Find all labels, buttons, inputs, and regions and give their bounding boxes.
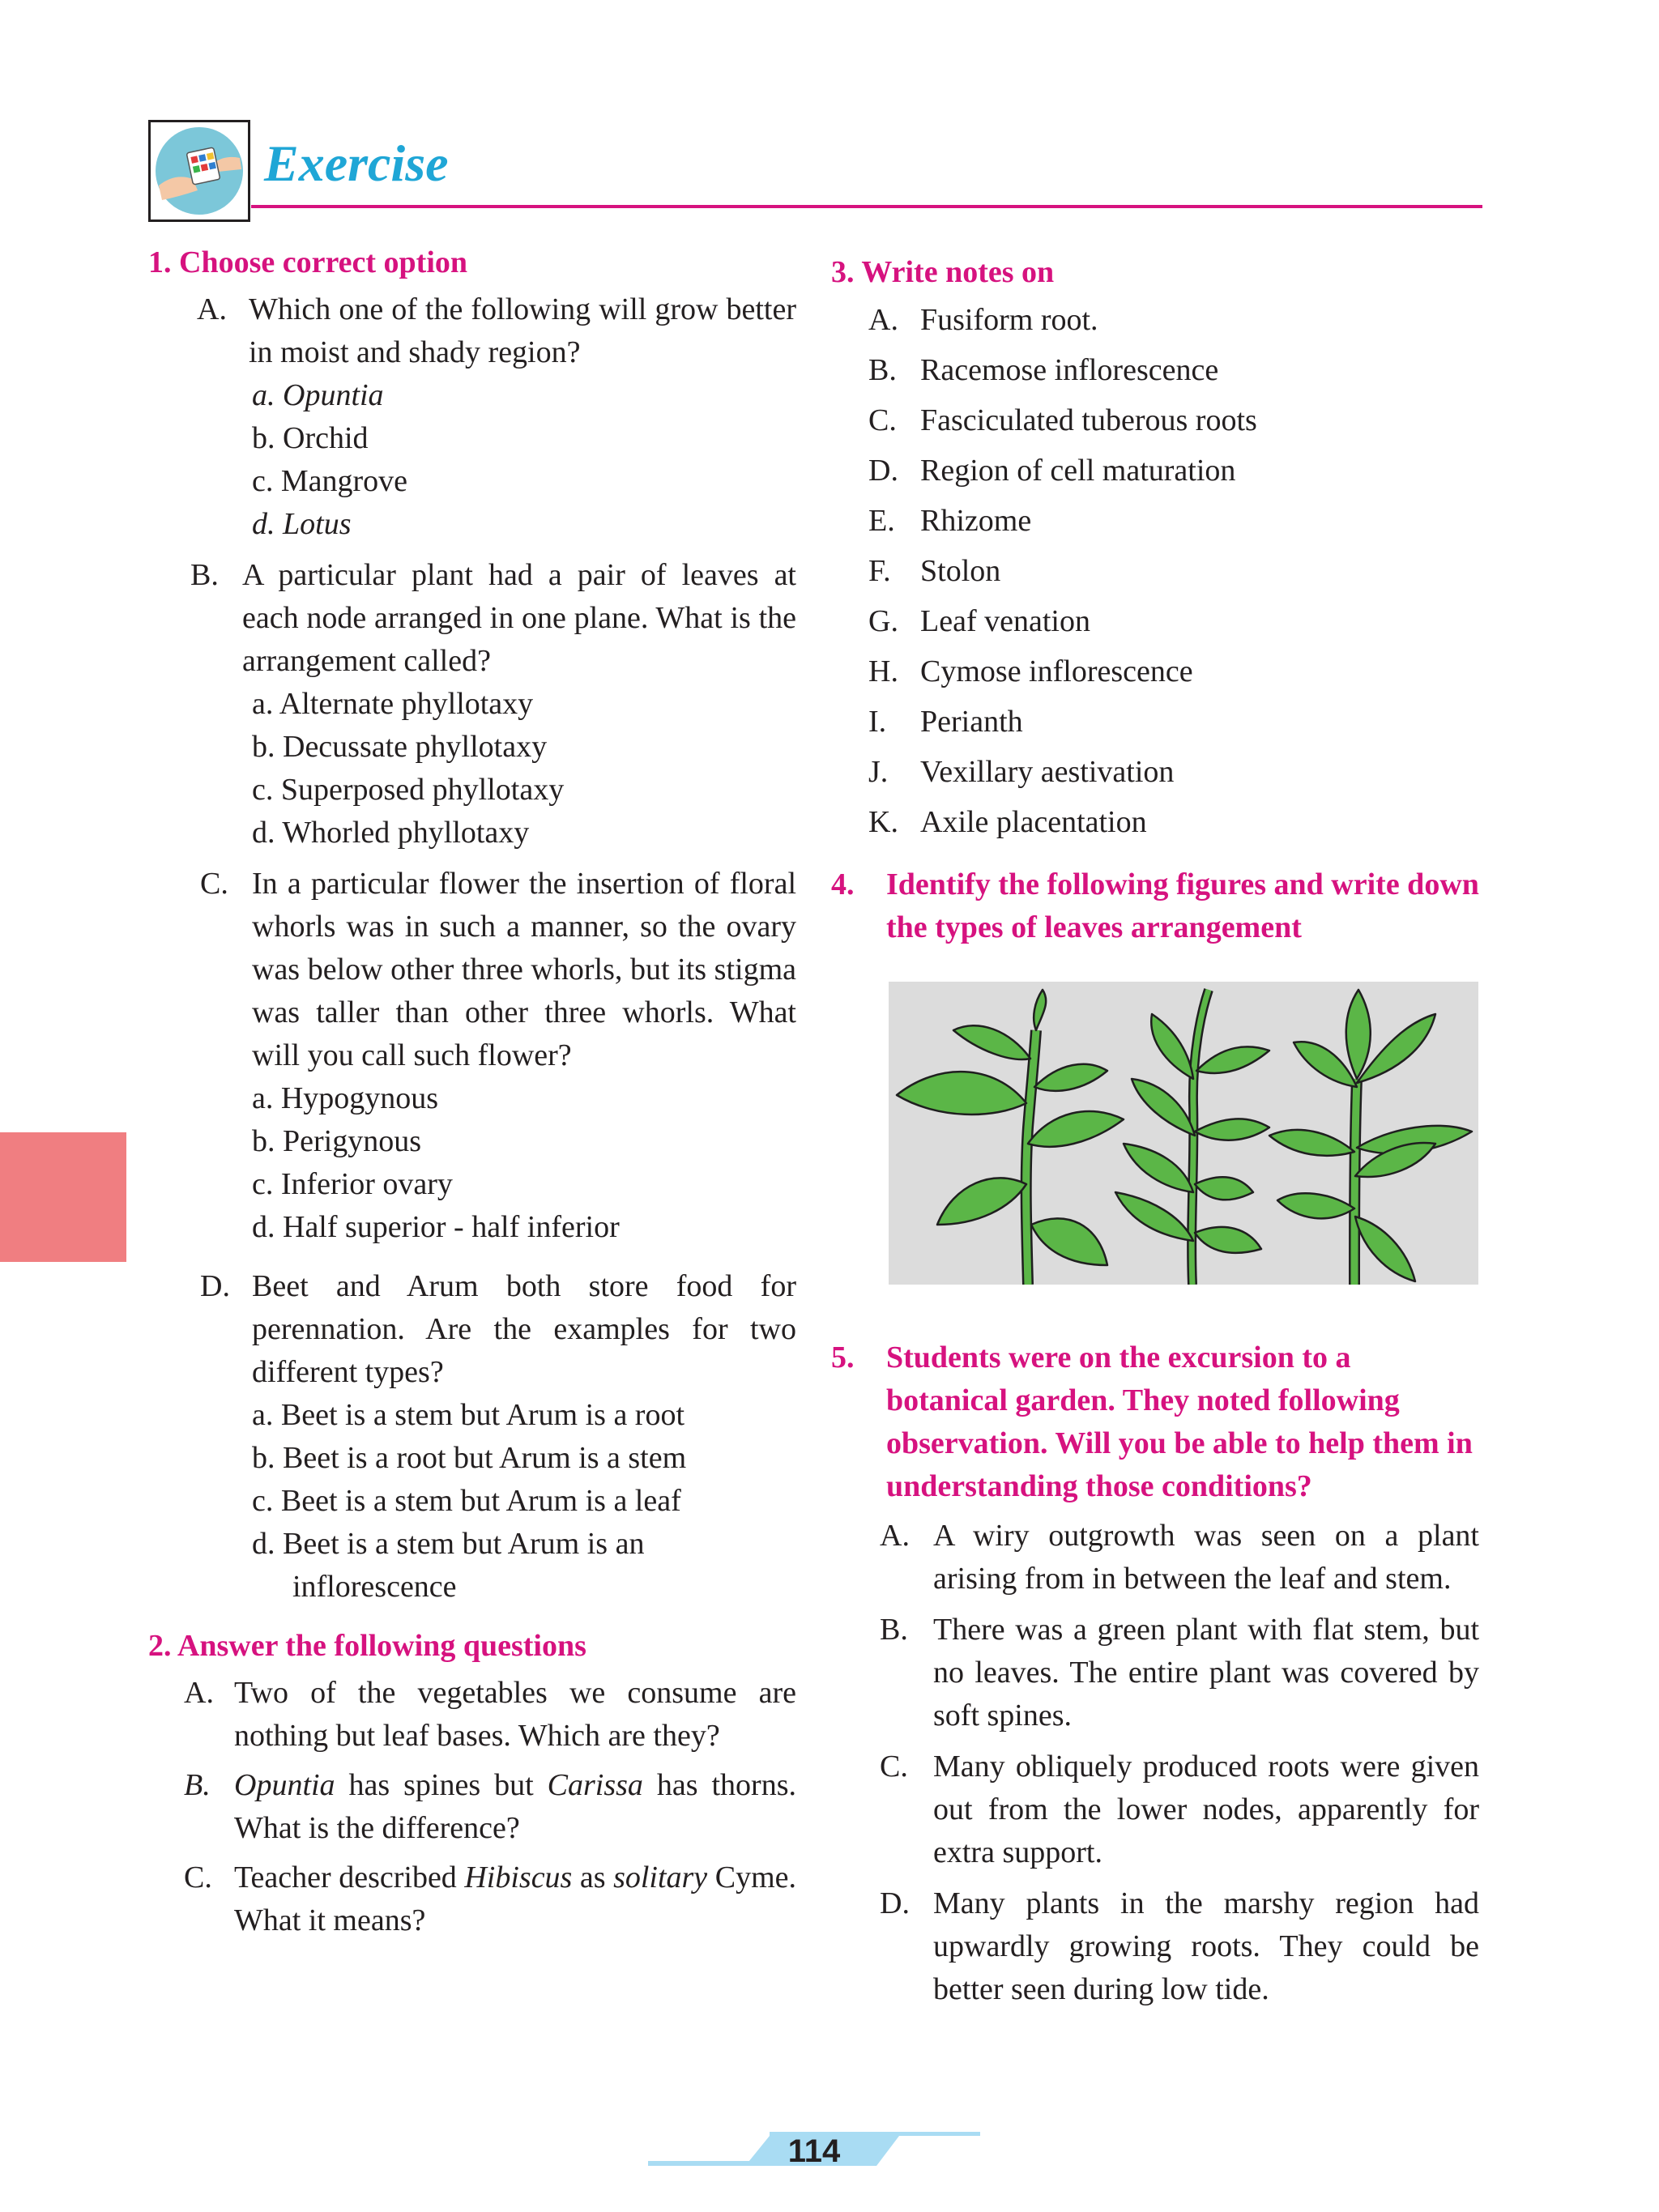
question-b [148,554,796,683]
option: a. Hypogynous [252,1081,439,1115]
note-item: D. Region of cell maturation [868,454,1236,488]
header-rule [251,205,1482,208]
question-text: Beet and Arum both store food for perennation. Are the examples for two different types? [252,1269,796,1389]
option: c. Superposed phyllotaxy [252,773,565,807]
answer-item-a [148,1672,796,1758]
note-item: F. Stolon [868,554,1001,588]
note-item: I. Perianth [868,705,1023,739]
note-item: C. Fasciculated tuberous roots [868,403,1257,437]
question-d [148,1265,796,1394]
question-text: A particular plant had a pair of leaves at each node arranged in one plane. What is the arrangement called? [242,558,796,678]
item-label: B. [184,1768,211,1802]
option: c. Mangrove [252,464,408,498]
observation-item: D. Many plants in the marshy region had upwardly growing roots. They could be better seen during low tide. [880,1886,1479,2006]
note-item: B. Racemose inflorescence [868,353,1219,387]
note-item: H. Cymose inflorescence [868,654,1193,688]
observation-item: A. A wiry outgrowth was seen on a plant arising from in between the leaf and stem. [880,1519,1479,1596]
exercise-icon [148,120,250,222]
option: a. Opuntia [252,378,384,412]
option: b. Decussate phyllotaxy [252,730,548,764]
item-text: Two of the vegetables we consume are nothing but leaf bases. Which are they? [234,1676,796,1753]
question-a [148,288,796,374]
option: a. Alternate phyllotaxy [252,687,534,721]
leaf-arrangement-figure [889,982,1478,1285]
option: c. Inferior ovary [252,1167,453,1201]
question-label: A. [197,292,227,326]
side-tab [0,1132,126,1262]
question-label: C. [200,867,228,901]
page-number: 114 [787,2133,841,2169]
observation-item: B. There was a green plant with flat stem, but no leaves. The entire plant was covered by soft spines. [880,1613,1479,1733]
note-item: G. Leaf venation [868,604,1090,638]
section5-title: 5. Students were on the excursion to a botanical garden. They noted following observation. Will you be able to help them in understanding those conditions? [831,1340,1473,1503]
item-label: C. [184,1860,212,1894]
option: c. Beet is a stem but Arum is a leaf [252,1484,681,1518]
section4-title: 4. Identify the following figures and write down the types of leaves arrangement [831,867,1479,944]
question-c [148,863,796,1077]
right-column [831,253,1479,949]
left-column [148,243,796,1942]
option: d. Whorled phyllotaxy [252,816,530,850]
question-text: In a particular flower the insertion of floral whorls was in such a manner, so the ovary was below other three whorls, but its stigma was taller than other three whorls. What will you call such flower? [252,867,796,1072]
answer-item-c: C. Teacher described Hibiscus as solitary Cyme. What it means? [148,1856,796,1942]
option: a. Beet is a stem but Arum is a root [252,1398,685,1432]
note-item: E. Rhizome [868,504,1032,538]
question-label: D. [200,1269,230,1303]
note-item: A. Fusiform root. [868,303,1098,337]
observation-item: C. Many obliquely produced roots were given out from the lower nodes, apparently for extra support. [880,1750,1479,1869]
section3-title: 3. Write notes on [831,255,1055,289]
option: d. Beet is a stem but Arum is an [252,1527,645,1561]
note-item: J. Vexillary aestivation [868,755,1175,789]
item-label: A. [184,1676,214,1710]
section1-title: 1. Choose correct option [148,245,468,279]
answer-item-b: B. Opuntia has spines but Carissa has thorns. What is the difference? [148,1764,796,1850]
page-title: Exercise [264,134,449,192]
section2-title: 2. Answer the following questions [148,1629,586,1663]
question-label: B. [190,558,219,592]
section5 [831,1336,1479,2011]
option: b. Beet is a root but Arum is a stem [252,1441,687,1475]
option-continued: inflorescence [292,1570,457,1604]
option: d. Lotus [252,507,352,541]
option: b. Orchid [252,421,369,455]
option: d. Half superior - half inferior [252,1210,620,1244]
note-item: K. Axile placentation [868,805,1147,839]
question-text: Which one of the following will grow better in moist and shady region? [249,292,796,369]
option: b. Perigynous [252,1124,421,1158]
